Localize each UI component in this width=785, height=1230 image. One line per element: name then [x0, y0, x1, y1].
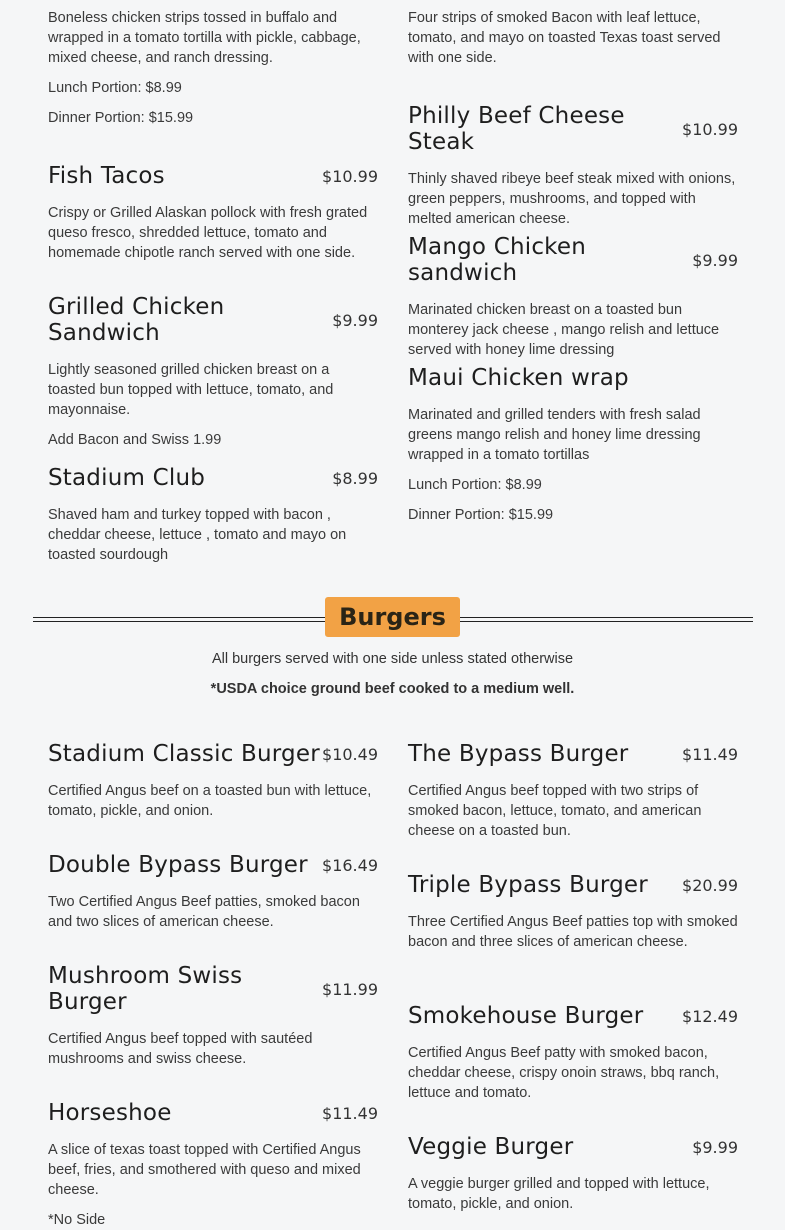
item-name: Horseshoe: [48, 1100, 172, 1126]
item-price: $10.99: [322, 166, 378, 186]
item-name: Mushroom Swiss Burger: [48, 963, 243, 1015]
item-name: Stadium Club: [48, 465, 206, 491]
buffalo-wrap-description: Boneless chicken strips tossed in buffalo and wrapped in a tomato tortilla with pickle, cabbage, mixed cheese, and ranch dressing.: [48, 10, 361, 66]
item-price: $8.99: [332, 468, 378, 488]
menu-item-mushroom-swiss-burger: [48, 963, 378, 1069]
item-price: $9.99: [692, 1137, 738, 1157]
item-description: Certified Angus beef topped with sautéed mushrooms and swiss cheese.: [48, 1031, 313, 1067]
buffalo-wrap-lunch-price: Lunch Portion: $8.99: [48, 80, 182, 96]
menu-item-triple-bypass-burger: [408, 872, 738, 952]
item-price: $10.49: [322, 744, 378, 764]
item-name: Fish Tacos: [48, 163, 165, 189]
item-description: Three Certified Angus Beef patties top with smoked bacon and three slices of american cheese.: [408, 914, 738, 950]
item-description: Marinated chicken breast on a toasted bun monterey jack cheese , mango relish and lettuce served with honey lime dressing: [408, 302, 720, 358]
item-price: $9.99: [692, 250, 738, 270]
section-title-burgers: Burgers: [325, 597, 460, 637]
item-description: Crispy or Grilled Alaskan pollock with fresh grated queso fresco, shredded lettuce, tomato and homemade chipotle ranch served with one side.: [48, 205, 368, 261]
item-description: Marinated and grilled tenders with fresh salad greens mango relish and honey lime dressing wrapped in a tomato tortillas: [408, 407, 701, 463]
item-name: Triple Bypass Burger: [408, 872, 648, 898]
item-name: Smokehouse Burger: [408, 1003, 644, 1029]
item-lunch-price: Lunch Portion: $8.99: [408, 477, 542, 493]
burgers-usda-note: *USDA choice ground beef cooked to a medium well.: [210, 681, 575, 697]
item-description: Lightly seasoned grilled chicken breast on a toasted bun topped with lettuce, tomato, and mayonnaise.: [48, 362, 334, 418]
item-name: Maui Chicken wrap: [408, 365, 629, 391]
item-description: A slice of texas toast topped with Certified Angus beef, fries, and smothered with queso and mixed cheese.: [48, 1142, 361, 1198]
item-name: Philly Beef Cheese Steak: [408, 103, 625, 155]
item-price: $11.49: [322, 1103, 378, 1123]
item-description: Certified Angus beef on a toasted bun with lettuce, tomato, pickle, and onion.: [48, 783, 372, 819]
menu-item-horseshoe: [48, 1100, 378, 1230]
menu-item-double-bypass-burger: [48, 852, 378, 932]
menu-item-stadium-classic-burger: [48, 741, 378, 821]
item-name: Double Bypass Burger: [48, 852, 308, 878]
item-addon: Add Bacon and Swiss 1.99: [48, 432, 222, 448]
menu-item-bypass-burger: [408, 741, 738, 841]
item-description: Certified Angus Beef patty with smoked bacon, cheddar cheese, crispy onoin straws, bbq ranch, lettuce and tomato.: [408, 1045, 720, 1101]
blt-description: Four strips of smoked Bacon with leaf lettuce, tomato, and mayo on toasted Texas toast served with one side.: [408, 10, 721, 66]
item-note: *No Side: [48, 1212, 106, 1228]
menu-item-philly-cheese-steak: [408, 103, 738, 229]
item-price: $11.49: [682, 744, 738, 764]
item-price: $10.99: [682, 119, 738, 139]
item-name: Stadium Classic Burger: [48, 741, 320, 767]
item-description: A veggie burger grilled and topped with lettuce, tomato, pickle, and onion.: [408, 1176, 710, 1212]
burgers-side-note: All burgers served with one side unless stated otherwise: [211, 651, 574, 667]
buffalo-wrap-dinner-price: Dinner Portion: $15.99: [48, 110, 194, 126]
item-description: Two Certified Angus Beef patties, smoked bacon and two slices of american cheese.: [48, 894, 360, 930]
item-price: $20.99: [682, 875, 738, 895]
item-name: The Bypass Burger: [408, 741, 629, 767]
menu-item-stadium-club: [48, 465, 378, 565]
menu-item-maui-chicken-wrap: [408, 365, 738, 525]
item-name: Veggie Burger: [408, 1134, 574, 1160]
menu-item-veggie-burger: [408, 1134, 738, 1214]
item-name: Mango Chicken sandwich: [408, 234, 586, 286]
item-price: $16.49: [322, 855, 378, 875]
item-description: Shaved ham and turkey topped with bacon , cheddar cheese, lettuce , tomato and mayo on toasted sourdough: [48, 507, 347, 563]
menu-item-smokehouse-burger: [408, 1003, 738, 1103]
item-dinner-price: Dinner Portion: $15.99: [408, 507, 554, 523]
item-description: Thinly shaved ribeye beef steak mixed with onions, green peppers, mushrooms, and topped with melted american cheese.: [408, 171, 736, 227]
item-description: Certified Angus beef topped with two strips of smoked bacon, lettuce, tomato, and american cheese on a toasted bun.: [408, 783, 702, 839]
menu-item-grilled-chicken-sandwich: [48, 294, 378, 450]
menu-item-mango-chicken-sandwich: [408, 234, 738, 360]
item-price: $9.99: [332, 310, 378, 330]
menu-item-fish-tacos: [48, 163, 378, 263]
item-price: $12.49: [682, 1006, 738, 1026]
item-price: $11.99: [322, 979, 378, 999]
item-name: Grilled Chicken Sandwich: [48, 294, 225, 346]
